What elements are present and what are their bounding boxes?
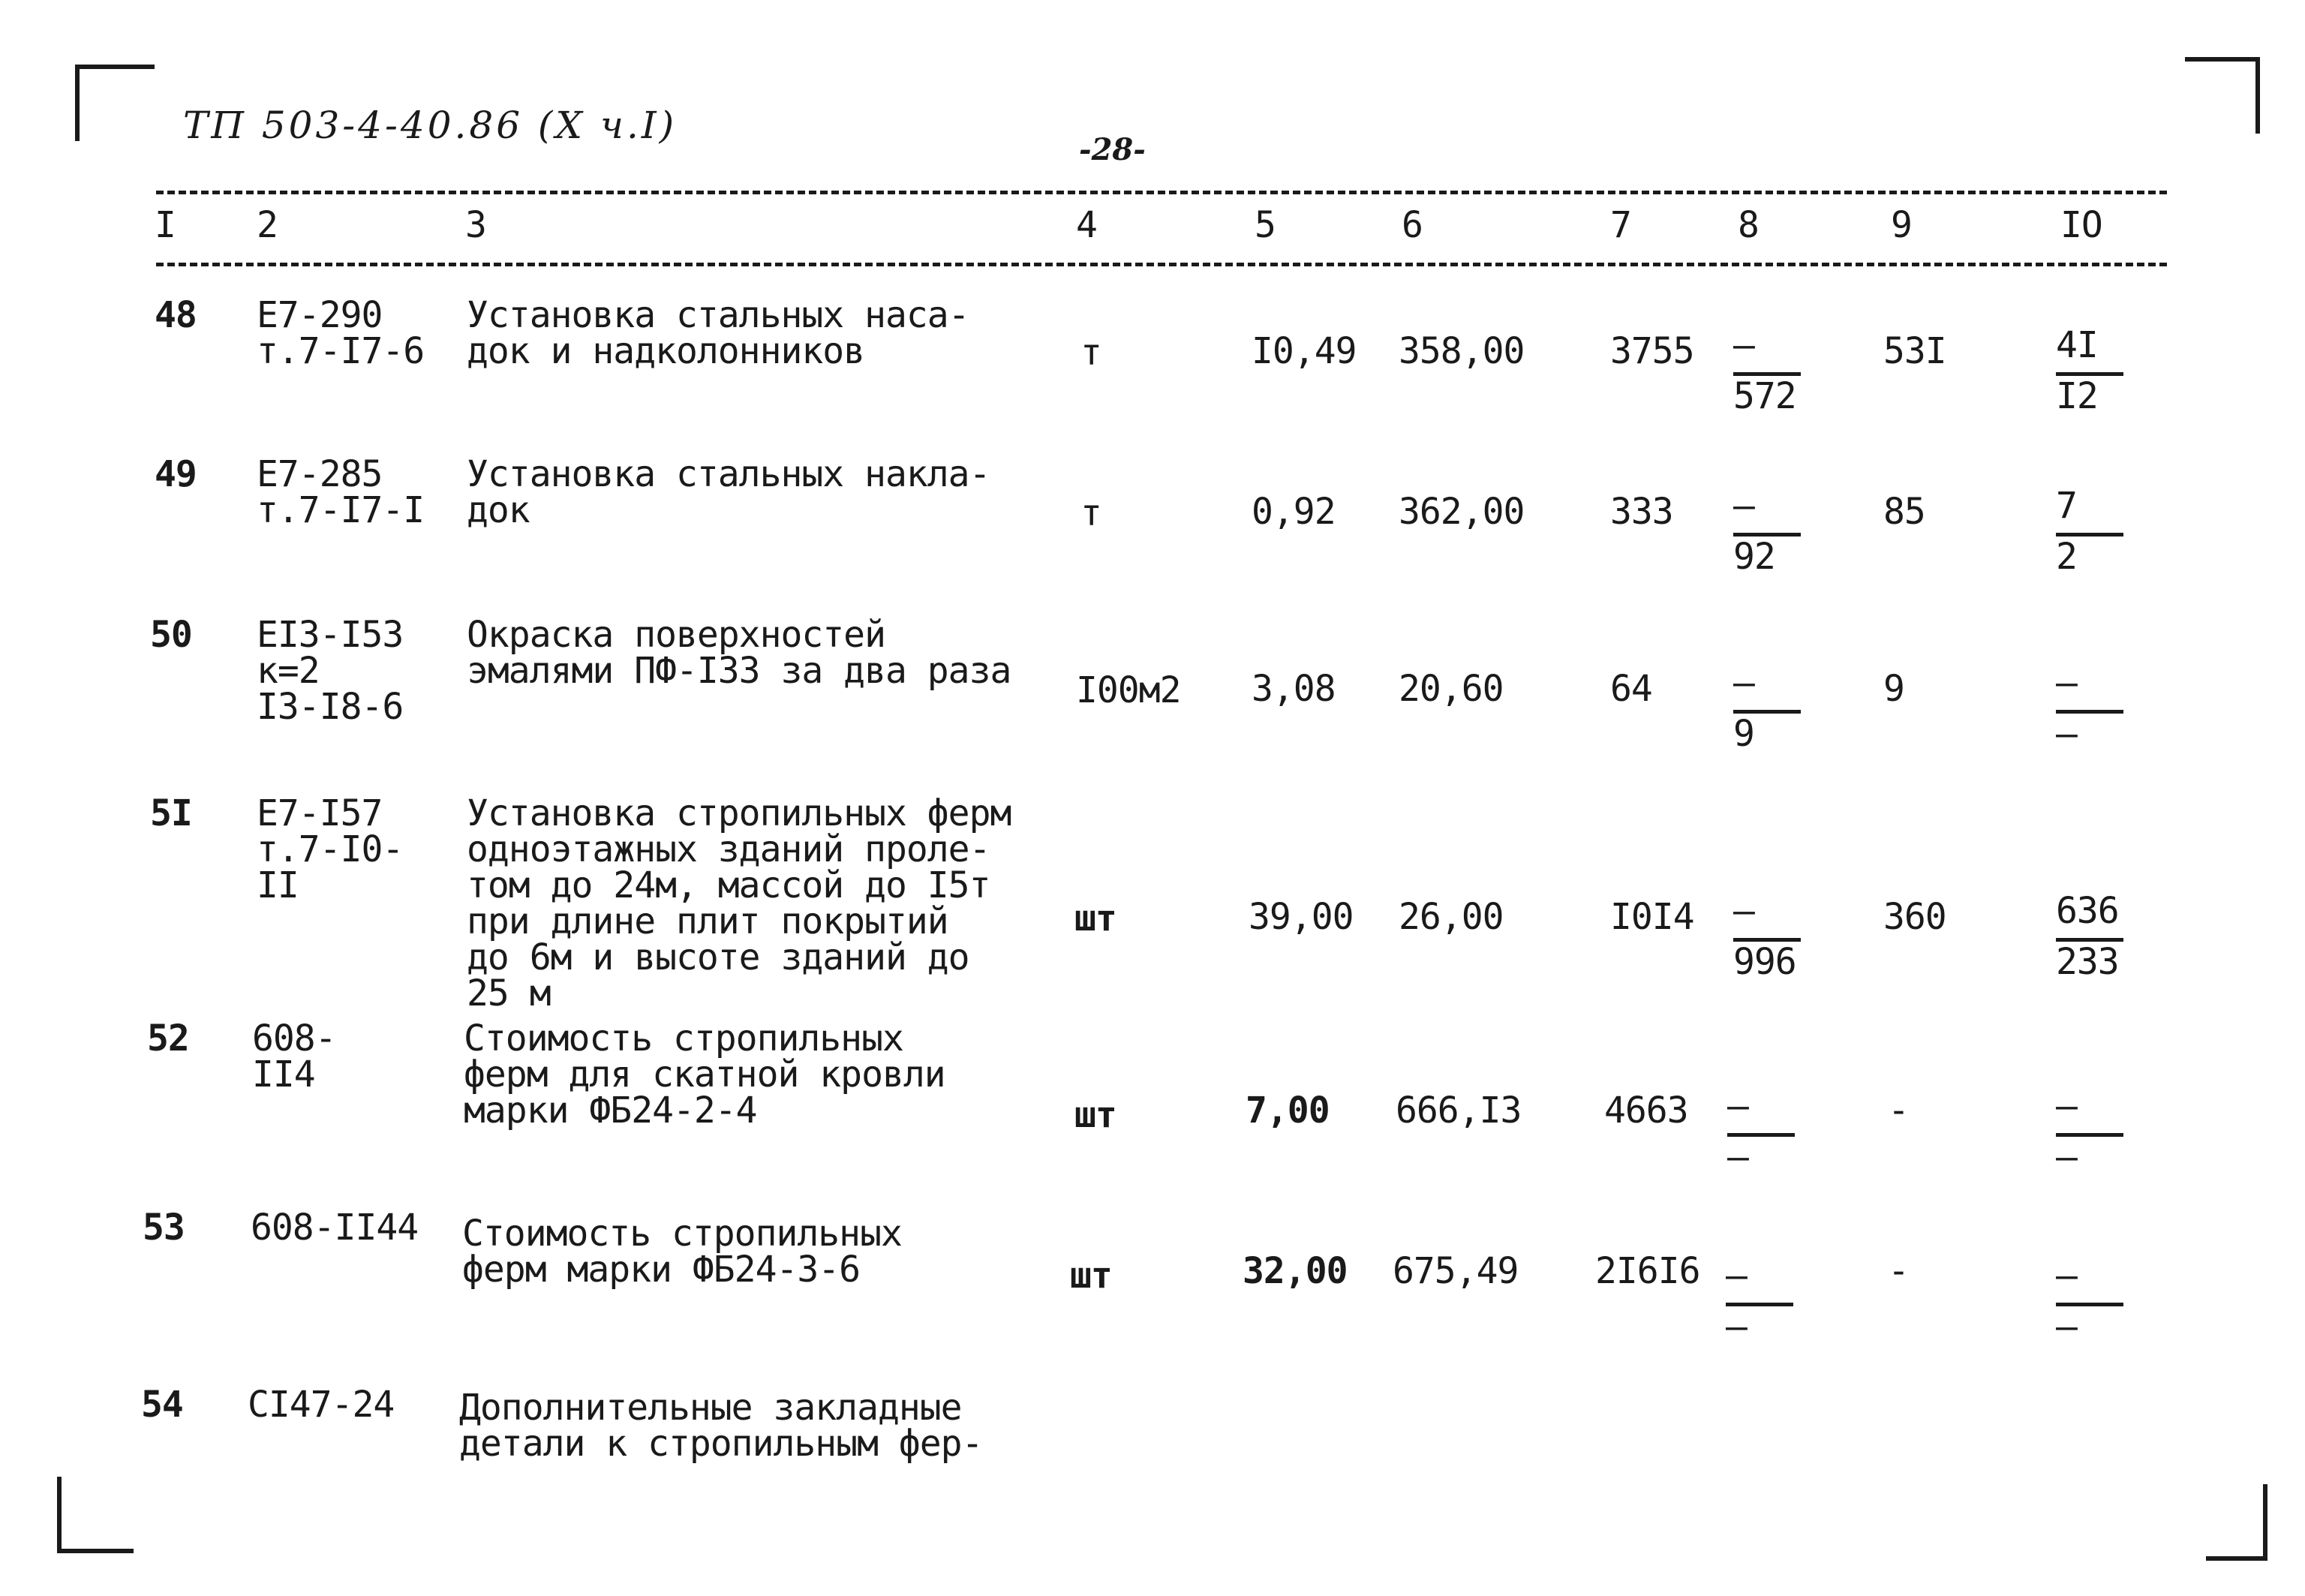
row-name: Окраска поверхностей эмалями ПФ-I33 за два раза [467, 614, 1011, 692]
row-number: 54 [141, 1384, 183, 1426]
row-col9: 9 [1883, 668, 1904, 710]
row-code: CI47-24 [248, 1384, 395, 1426]
fraction-bottom: 2 [2056, 536, 2077, 578]
fraction-top: – [1733, 324, 1754, 366]
row-price: 20,60 [1399, 668, 1504, 710]
corner-mark-top-right [2185, 57, 2260, 134]
row-unit: т [1080, 332, 1101, 374]
row-quantity: I0,49 [1252, 330, 1357, 372]
row-name: Установка стальных наса- док и надколонников [467, 294, 969, 372]
row-name: Установка стальных накла- док [467, 453, 990, 531]
row-unit: шт [1074, 1094, 1116, 1136]
column-header-4: 4 [1076, 204, 1097, 246]
row-number: 48 [155, 294, 197, 336]
row-price: 666,I3 [1396, 1090, 1522, 1132]
row-name: Дополнительные закладные детали к стропильным фер- [459, 1387, 983, 1465]
fraction-bottom: 92 [1733, 536, 1775, 578]
fraction-top: – [2056, 1085, 2077, 1127]
row-unit: I00м2 [1076, 669, 1181, 711]
corner-mark-bottom-right [2206, 1484, 2267, 1561]
row-total: 64 [1610, 668, 1652, 710]
fraction-bottom: 996 [1733, 941, 1796, 983]
corner-mark-bottom-left [57, 1477, 134, 1553]
fraction-top: – [2056, 662, 2077, 704]
column-header-1: I [155, 204, 176, 246]
row-total: I0I4 [1610, 896, 1694, 938]
fraction-bottom: I2 [2056, 375, 2098, 417]
row-col9: 53I [1883, 330, 1946, 372]
corner-mark-top-left [75, 65, 155, 141]
table-header-top-rule [156, 191, 2167, 194]
column-header-10: IO [2060, 204, 2102, 246]
row-name: Стоимость стропильных ферм для скатной кровли марки ФБ24-2-4 [464, 1017, 945, 1132]
fraction-top: 636 [2056, 890, 2119, 932]
row-unit: шт [1074, 897, 1116, 939]
row-unit: шт [1070, 1255, 1112, 1297]
page-number: -28- [1079, 132, 1146, 167]
row-price: 26,00 [1399, 896, 1504, 938]
document-code: ТП 503-4-40.86 (Х ч.I) [183, 104, 678, 147]
row-number: 5I [150, 792, 192, 834]
row-code: Е7-I57 т.7-I0- II [257, 792, 404, 906]
fraction-bottom: – [2056, 1136, 2077, 1178]
column-header-6: 6 [1402, 204, 1423, 246]
row-code: 608- II4 [252, 1017, 336, 1096]
row-quantity: 0,92 [1252, 491, 1336, 533]
row-price: 675,49 [1393, 1250, 1519, 1292]
row-number: 53 [143, 1207, 185, 1249]
column-header-9: 9 [1891, 204, 1912, 246]
row-col9: - [1888, 1250, 1909, 1292]
row-total: 333 [1610, 491, 1673, 533]
row-col9: 85 [1883, 491, 1925, 533]
fraction-top: – [2056, 1255, 2077, 1297]
fraction-top: – [1733, 485, 1754, 527]
row-number: 49 [155, 453, 197, 495]
row-col9: 360 [1883, 896, 1946, 938]
table-header-bottom-rule [156, 263, 2167, 266]
row-col9: - [1888, 1090, 1909, 1132]
row-price: 362,00 [1399, 491, 1525, 533]
fraction-top: 4I [2056, 324, 2098, 366]
row-code: Е7-290 т.7-I7-6 [257, 294, 425, 372]
row-number: 50 [150, 614, 192, 656]
row-name: Стоимость стропильных ферм марки ФБ24-3-6 [462, 1213, 902, 1291]
row-total: 2I6I6 [1595, 1250, 1700, 1292]
fraction-bottom: 9 [1733, 713, 1754, 755]
column-header-7: 7 [1610, 204, 1631, 246]
fraction-bottom: 233 [2056, 941, 2119, 983]
fraction-top: 7 [2056, 485, 2077, 527]
row-number: 52 [147, 1017, 189, 1059]
row-quantity: 32,00 [1243, 1250, 1348, 1292]
fraction-top: – [1733, 662, 1754, 704]
fraction-bottom: – [1727, 1136, 1748, 1178]
row-total: 3755 [1610, 330, 1694, 372]
row-quantity: 7,00 [1246, 1090, 1330, 1132]
column-header-5: 5 [1255, 204, 1276, 246]
fraction-top: – [1727, 1085, 1748, 1127]
fraction-bottom: 572 [1733, 375, 1796, 417]
column-header-3: 3 [465, 204, 486, 246]
fraction-bottom: – [1726, 1306, 1747, 1348]
column-header-2: 2 [257, 204, 278, 246]
fraction-bottom: – [2056, 713, 2077, 755]
fraction-top: – [1733, 890, 1754, 932]
row-code: Е7-285 т.7-I7-I [257, 453, 425, 531]
row-name: Установка стропильных ферм одноэтажных зданий проле- том до 24м, массой до I5т при длине плит покрытий до 6м и высоте зданий до 25 м [467, 792, 1011, 1014]
row-quantity: 39,00 [1249, 896, 1354, 938]
row-unit: т [1080, 492, 1101, 534]
row-price: 358,00 [1399, 330, 1525, 372]
row-quantity: 3,08 [1252, 668, 1336, 710]
row-code: 608-II44 [251, 1207, 419, 1249]
row-total: 4663 [1604, 1090, 1688, 1132]
fraction-top: – [1726, 1255, 1747, 1297]
row-code: ЕI3-I53 к=2 I3-I8-6 [257, 614, 404, 728]
column-header-8: 8 [1738, 204, 1759, 246]
fraction-bottom: – [2056, 1306, 2077, 1348]
